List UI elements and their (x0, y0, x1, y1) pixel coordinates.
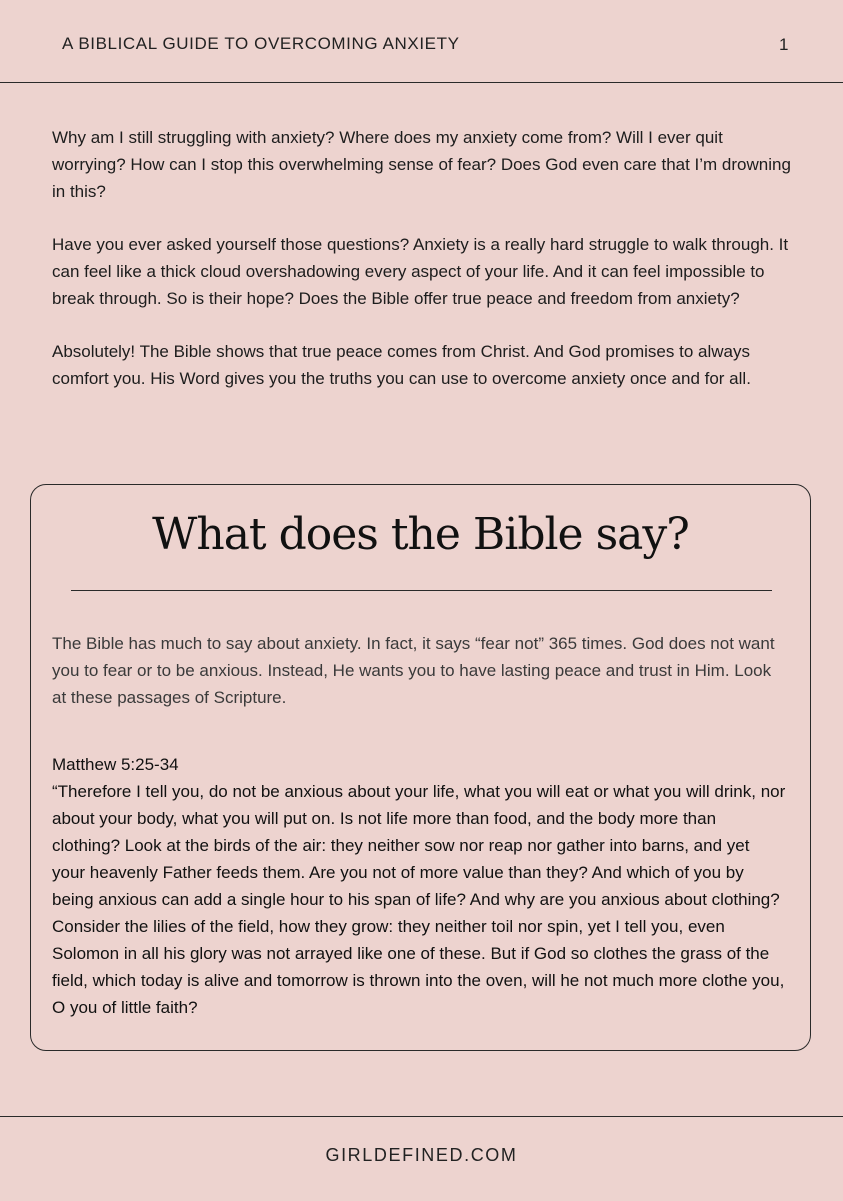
card-heading: What does the Bible say? (152, 509, 689, 560)
page-footer (0, 1116, 843, 1201)
header-title: A BIBLICAL GUIDE TO OVERCOMING ANXIETY (62, 34, 460, 53)
bible-card (30, 484, 811, 1051)
card-divider (71, 590, 772, 591)
intro-paragraph-questions: Why am I still struggling with anxiety? Where does my anxiety come from? Will I ever quit worrying? How can I stop this overwhelming sense of fear? Does God even care that I’m drowning in this? (52, 128, 791, 201)
footer-site: GIRLDEFINED.COM (325, 1145, 518, 1165)
intro-paragraph-struggle: Have you ever asked yourself those questions? Anxiety is a really hard struggle to walk through. It can feel like a thick cloud overshadowing every aspect of your life. And it can feel impossible to break through. So is their hope? Does the Bible offer true peace and freedom from anxiety? (52, 235, 789, 308)
intro-section (52, 124, 792, 418)
passage-reference: Matthew 5:25-34 (52, 755, 179, 774)
card-intro-text: The Bible has much to say about anxiety. In fact, it says “fear not” 365 times. God does not want you to fear or to be anxious. Instead, He wants you to have lasting peace and trust in Him. Look at these passages of Scripture. (52, 634, 775, 707)
page-number: 1 (779, 35, 789, 54)
passage-text: “Therefore I tell you, do not be anxious about your life, what you will eat or what you will drink, nor about your body, what you will put on. Is not life more than food, and the body more than clothing? Look at the birds of the air: they neither sow nor reap nor gather into barns, and yet your heavenly Father feeds them. Are you not of more value than they? And which of you by being anxious can add a single hour to his span of life? And why are you anxious about clothing? Consider the lilies of the field, how they grow: they neither toil nor spin, yet I tell you, even Solomon in all his glory was not arrayed like one of these. But if God so clothes the grass of the field, which today is alive and tomorrow is thrown into the oven, will he not much more clothe you, O you of little faith? (52, 782, 786, 1017)
page-header (0, 0, 843, 83)
scripture-passage (52, 751, 787, 1021)
intro-paragraph-answer: Absolutely! The Bible shows that true peace comes from Christ. And God promises to always comfort you. His Word gives you the truths you can use to overcome anxiety once and for all. (52, 342, 751, 388)
